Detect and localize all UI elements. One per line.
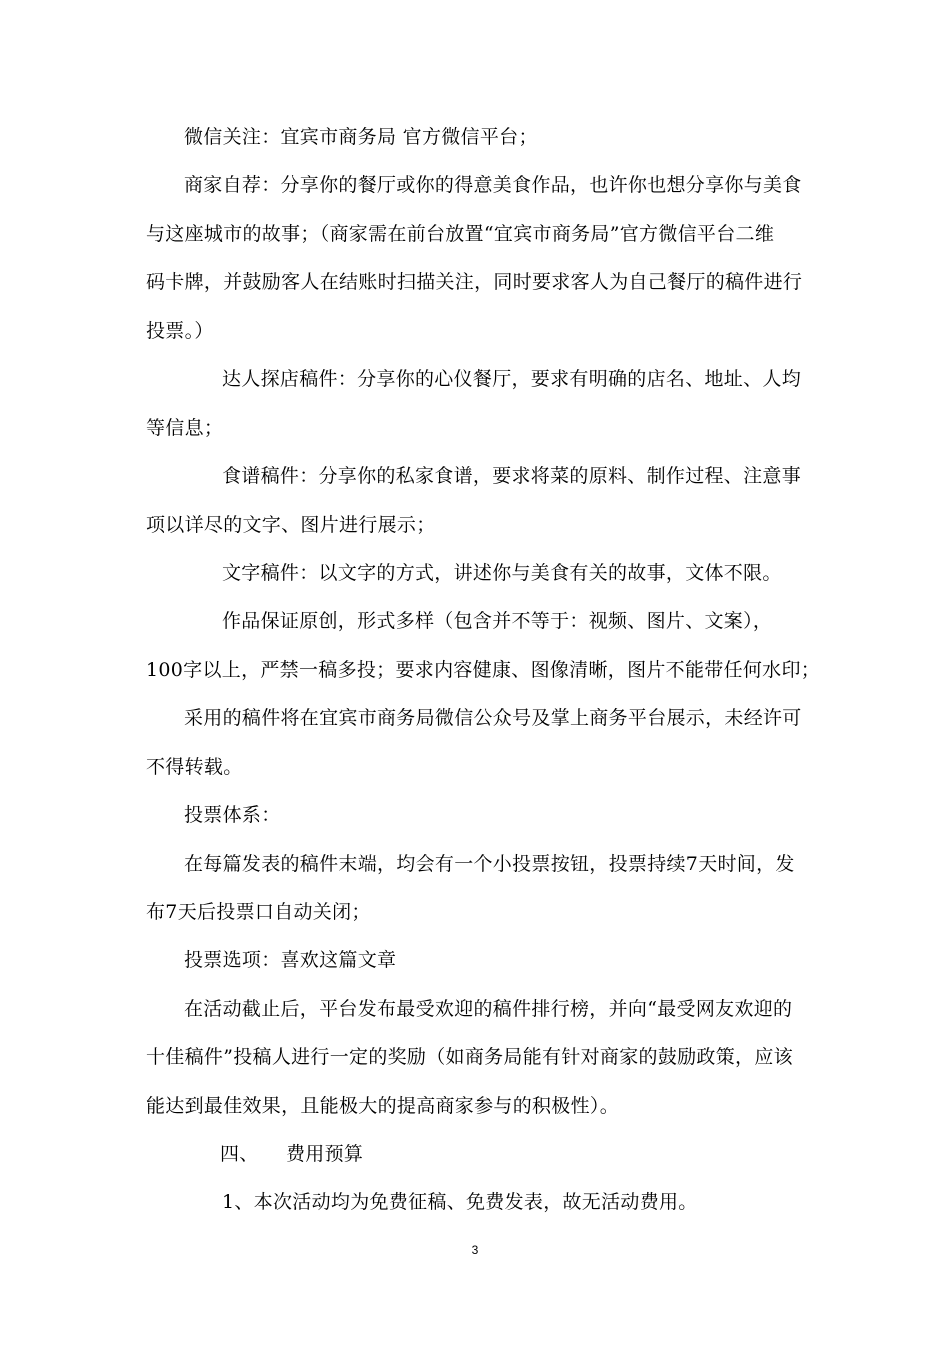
paragraph-line: 投票。） — [146, 320, 214, 342]
paragraph-line: 作品保证原创，形式多样（包含并不等于：视频、图片、文案）， — [222, 610, 773, 632]
paragraph-line: 文字稿件：以文字的方式，讲述你与美食有关的故事，文体不限。 — [222, 562, 782, 584]
paragraph-line: 与这座城市的故事；（商家需在前台放置“宜宾市商务局”官方微信平台二维 — [146, 223, 775, 245]
paragraph-line: 不得转载。 — [146, 756, 243, 778]
section-heading-number: 四、 — [220, 1143, 259, 1165]
paragraph-line: 投票体系： — [184, 804, 281, 826]
paragraph-line: 十佳稿件”投稿人进行一定的奖励（如商务局能有针对商家的鼓励政策，应该 — [146, 1046, 793, 1068]
paragraph-line: 食谱稿件：分享你的私家食谱，要求将菜的原料、制作过程、注意事 — [222, 465, 802, 487]
paragraph-line: 采用的稿件将在宜宾市商务局微信公众号及掌上商务平台展示，未经许可 — [184, 707, 802, 729]
paragraph-line: 在活动截止后，平台发布最受欢迎的稿件排行榜，并向“最受网友欢迎的 — [184, 998, 793, 1020]
section-heading — [220, 1141, 880, 1167]
paragraph-line: 码卡牌，并鼓励客人在结账时扫描关注，同时要求客人为自己餐厅的稿件进行 — [146, 271, 803, 293]
paragraph-line: 商家自荐：分享你的餐厅或你的得意美食作品，也许你也想分享你与美食 — [184, 174, 802, 196]
page-number: 3 — [471, 1243, 479, 1257]
paragraph-line: 1、本次活动均为免费征稿、免费发表，故无活动费用。 — [222, 1191, 698, 1213]
paragraph-line: 投票选项：喜欢这篇文章 — [184, 949, 397, 971]
paragraph-line: 100字以上，严禁一稿多投；要求内容健康、图像清晰，图片不能带任何水印； — [146, 659, 821, 681]
paragraph-line: 能达到最佳效果，且能极大的提高商家参与的积极性）。 — [146, 1095, 620, 1117]
paragraph-line: 项以详尽的文字、图片进行展示； — [146, 514, 436, 536]
paragraph-line: 微信关注：宜宾市商务局 官方微信平台； — [184, 126, 538, 148]
paragraph-line: 等信息； — [146, 417, 224, 439]
paragraph-line: 布7天后投票口自动关闭； — [146, 901, 371, 923]
section-heading-title: 费用预算 — [286, 1143, 364, 1165]
paragraph-line: 达人探店稿件：分享你的心仪餐厅，要求有明确的店名、地址、人均 — [222, 368, 802, 390]
paragraph-line: 在每篇发表的稿件末端，均会有一个小投票按钮，投票持续7天时间，发 — [184, 853, 795, 875]
